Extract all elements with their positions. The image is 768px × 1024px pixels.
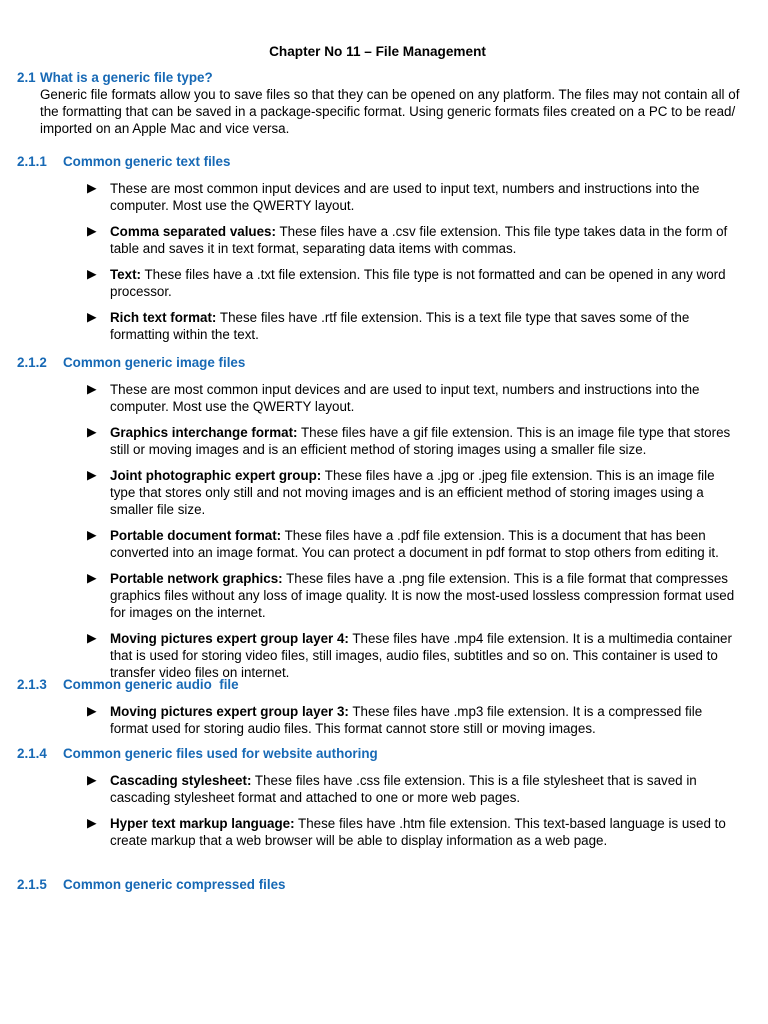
- item-text: These files have a .csv file extension. This file type takes data in the form of table and saves it in text format, separating data items with commas.: [110, 224, 728, 256]
- arrow-bullet-icon: ▶: [87, 773, 97, 787]
- section-title: What is a generic file type?: [40, 70, 213, 85]
- bullet-list: [87, 381, 742, 690]
- item-term: Portable network graphics:: [110, 571, 283, 586]
- subsection-number: 2.1.1: [17, 154, 47, 169]
- subsection-title: Common generic files used for website authoring: [63, 746, 378, 761]
- subsection-number: 2.1.2: [17, 355, 47, 370]
- arrow-bullet-icon: ▶: [87, 224, 97, 238]
- list-item: [87, 703, 742, 737]
- list-item: [87, 467, 742, 518]
- arrow-bullet-icon: ▶: [87, 571, 97, 585]
- subsection-number: 2.1.4: [17, 746, 47, 761]
- subsection-title: Common generic audio file: [63, 677, 239, 692]
- arrow-bullet-icon: ▶: [87, 425, 97, 439]
- section-heading: [17, 69, 213, 86]
- item-term: Moving pictures expert group layer 3:: [110, 704, 349, 719]
- item-text: These files have a .png file extension. This is a file format that compresses graphics files without any loss of image quality. It is now the most-used lossless compression format used for images on the internet.: [110, 571, 735, 620]
- list-item: [87, 381, 742, 415]
- subsection-title: Common generic text files: [63, 154, 231, 169]
- item-text: These files have a .txt file extension. This file type is not formatted and can be opened in any word processor.: [110, 267, 726, 299]
- list-item: [87, 223, 742, 257]
- bullet-list: [87, 180, 742, 352]
- item-term: Rich text format:: [110, 310, 217, 325]
- list-item: [87, 424, 742, 458]
- subsection-heading: [17, 676, 239, 693]
- item-text: These files have .mp4 file extension. It is a multimedia container that is used for storing video files, still images, audio files, subtitles and so on. This container is used to transfer video files on internet.: [110, 631, 732, 680]
- item-text: These files have a .jpg or .jpeg file extension. This is an image file type that stores only still and not moving images and is an efficient method of storing images using a smaller file size.: [110, 468, 715, 517]
- bullet-list: [87, 703, 742, 746]
- list-item: [87, 527, 742, 561]
- item-text: These files have .rtf file extension. This is a text file type that saves some of the formatting within the text.: [110, 310, 690, 342]
- item-term: Hyper text markup language:: [110, 816, 295, 831]
- list-item: [87, 772, 742, 806]
- item-term: Cascading stylesheet:: [110, 773, 252, 788]
- subsection-title: Common generic compressed files: [63, 877, 286, 892]
- subsection-number: 2.1.5: [17, 877, 47, 892]
- item-text: These are most common input devices and are used to input text, numbers and instructions into the computer. Most use the QWERTY layout.: [110, 382, 700, 414]
- arrow-bullet-icon: ▶: [87, 468, 97, 482]
- bullet-list: [87, 772, 742, 858]
- arrow-bullet-icon: ▶: [87, 267, 97, 281]
- arrow-bullet-icon: ▶: [87, 528, 97, 542]
- item-text: These are most common input devices and are used to input text, numbers and instructions into the computer. Most use the QWERTY layout.: [110, 181, 700, 213]
- subsection-number: 2.1.3: [17, 677, 47, 692]
- list-item: [87, 309, 742, 343]
- arrow-bullet-icon: ▶: [87, 816, 97, 830]
- arrow-bullet-icon: ▶: [87, 310, 97, 324]
- subsection-heading: [17, 745, 378, 762]
- list-item: [87, 815, 742, 849]
- subsection-heading: [17, 153, 230, 170]
- item-text: These files have .mp3 file extension. It is a compressed file format used for storing audio files. This format cannot store still or moving images.: [110, 704, 703, 736]
- item-text: These files have .htm file extension. This text-based language is used to create markup that a web browser will be able to display information as a web page.: [110, 816, 726, 848]
- item-term: Joint photographic expert group:: [110, 468, 322, 483]
- section-intro: Generic file formats allow you to save files so that they can be opened on any platform. The files may not contain all of the formatting that can be saved in a package-specific format. Using generic formats files created on a PC to be read/ imported on an Apple Mac and vice versa.: [40, 87, 740, 136]
- item-term: Text:: [110, 267, 141, 282]
- list-item: [87, 180, 742, 214]
- subsection-heading: [17, 876, 286, 893]
- item-term: Graphics interchange format:: [110, 425, 298, 440]
- subsection-heading: [17, 354, 245, 371]
- item-term: Portable document format:: [110, 528, 282, 543]
- arrow-bullet-icon: ▶: [87, 631, 97, 645]
- page-title: Chapter No 11 – File Management: [269, 44, 486, 59]
- item-term: Moving pictures expert group layer 4:: [110, 631, 349, 646]
- arrow-bullet-icon: ▶: [87, 704, 97, 718]
- item-term: Comma separated values:: [110, 224, 276, 239]
- item-text: These files have .css file extension. This is a file stylesheet that is saved in cascading stylesheet format and attached to one or more web pages.: [110, 773, 697, 805]
- item-text: These files have a .pdf file extension. This is a document that has been converted into an image format. You can protect a document in pdf format to stop others from editing it.: [110, 528, 719, 560]
- item-text: These files have a gif file extension. This is an image file type that stores still or moving images and is an efficient method of storing images using a smaller file size.: [110, 425, 731, 457]
- arrow-bullet-icon: ▶: [87, 382, 97, 396]
- list-item: [87, 266, 742, 300]
- list-item: [87, 570, 742, 621]
- section-number: 2.1: [17, 70, 36, 85]
- arrow-bullet-icon: ▶: [87, 181, 97, 195]
- subsection-title: Common generic image files: [63, 355, 246, 370]
- list-item: [87, 630, 742, 681]
